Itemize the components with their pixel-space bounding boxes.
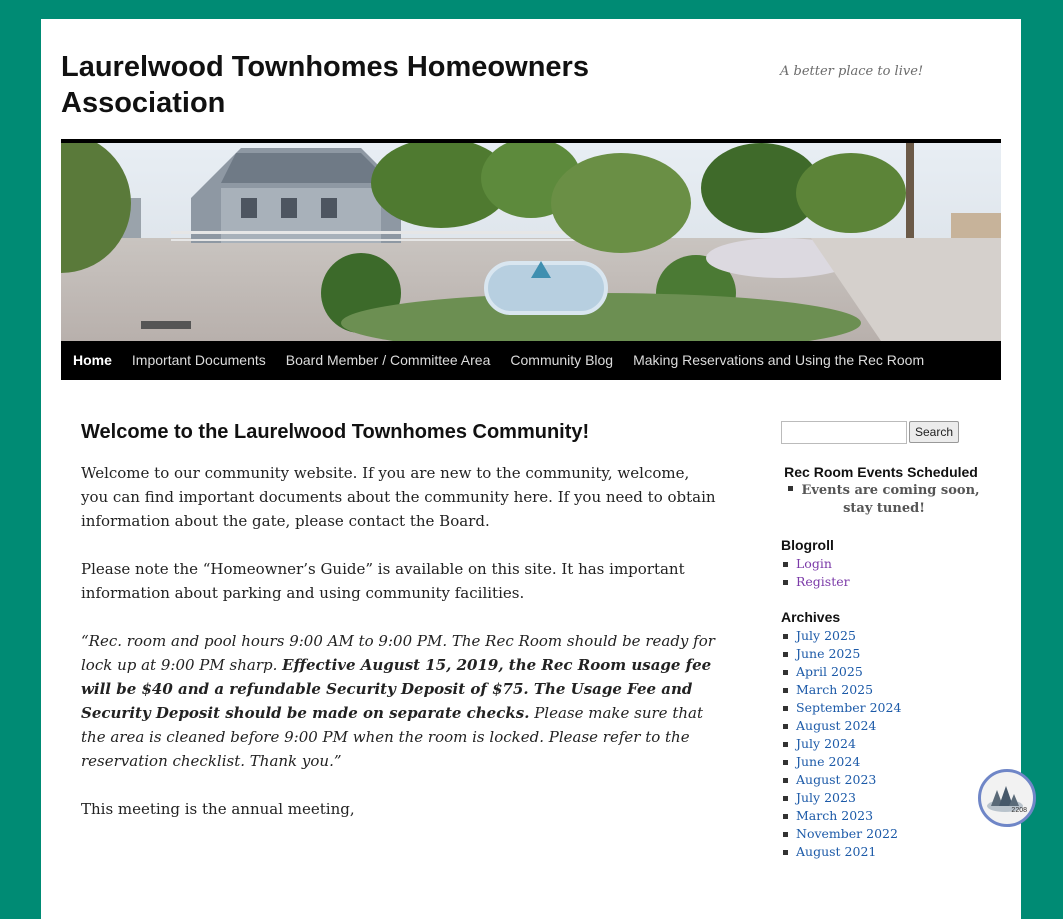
page-title: Welcome to the Laurelwood Townhomes Community! [81, 421, 590, 443]
archive-item [781, 645, 981, 663]
community-logo-icon [981, 772, 1033, 824]
archive-item [781, 627, 981, 645]
archives-widget [781, 609, 981, 861]
archive-item [781, 771, 981, 789]
archive-link[interactable]: April 2025 [796, 664, 863, 679]
blogroll-title: Blogroll [781, 537, 834, 553]
blogroll-widget [781, 537, 981, 591]
sidebar [781, 420, 981, 861]
meeting-paragraph: This meeting is the annual meeting, [81, 800, 355, 818]
rec-room-fee-notice: Effective August 15, 2019, the Rec Room usage fee will be $40 and a refundable Security Deposit of $75. The Usage Fee and Security Deposit should be made on separate checks. [81, 656, 712, 722]
blogroll-item [781, 573, 981, 591]
site-title[interactable]: Laurelwood Townhomes Homeowners Association [61, 51, 589, 119]
page-container [41, 19, 1021, 919]
banner-photo [61, 143, 1001, 341]
rec-room-notice-intro: “Rec. room and pool hours 9:00 AM to 9:00 PM. The Rec Room should be ready for lock up at 9:00 PM sharp. [81, 632, 715, 674]
rec-room-notice [81, 629, 721, 773]
archive-link[interactable]: March 2025 [796, 682, 874, 697]
homeowners-guide-paragraph: Please note the “Homeowner’s Guide” is available on this site. It has important information about parking and using community facilities. [81, 560, 685, 602]
archive-link[interactable]: November 2022 [796, 826, 898, 841]
nav-board-member-area[interactable]: Board Member / Committee Area [285, 352, 491, 368]
blogroll-item [781, 555, 981, 573]
badge-number: 2208 [1011, 807, 1027, 814]
login-link[interactable]: Login [796, 556, 832, 571]
archive-link[interactable]: March 2023 [796, 808, 874, 823]
main-navigation [61, 341, 1001, 380]
archive-link[interactable]: July 2023 [796, 790, 856, 805]
nav-important-documents[interactable]: Important Documents [131, 352, 266, 368]
register-link[interactable]: Register [796, 574, 850, 589]
archive-item [781, 717, 981, 735]
rec-room-events-title: Rec Room Events Scheduled [784, 464, 978, 480]
bullet-icon [788, 486, 793, 491]
archive-link[interactable]: August 2024 [796, 718, 877, 733]
main-content [81, 415, 721, 845]
search-form [781, 420, 981, 444]
archive-link[interactable]: July 2025 [796, 628, 856, 643]
archive-link[interactable]: June 2024 [796, 754, 861, 769]
archive-item [781, 843, 981, 861]
site-tagline: A better place to live! [780, 64, 924, 79]
archive-link[interactable]: September 2024 [796, 700, 902, 715]
archive-item [781, 825, 981, 843]
archive-link[interactable]: July 2024 [796, 736, 856, 751]
nav-home[interactable]: Home [73, 352, 112, 368]
archive-item [781, 699, 981, 717]
archive-item [781, 753, 981, 771]
search-input[interactable] [781, 421, 907, 444]
header-banner-image [61, 139, 1001, 341]
archive-item [781, 789, 981, 807]
archive-link[interactable]: June 2025 [796, 646, 861, 661]
archive-item [781, 681, 981, 699]
archive-item [781, 663, 981, 681]
welcome-paragraph: Welcome to our community website. If you are new to the community, welcome, you can find important documents about the community here. If you need to obtain information about the gate, please contact the Board. [81, 464, 716, 530]
rec-room-event-text: Events are coming soon, stay tuned! [801, 483, 980, 516]
rec-room-notice-outro: Please make sure that the area is cleaned before 9:00 PM when the room is locked. Please refer to the reservation checklist. Thank you.” [81, 704, 703, 770]
search-button[interactable]: Search [909, 421, 959, 443]
rec-room-event-item [781, 482, 981, 518]
rec-room-events-widget [781, 464, 981, 518]
archive-link[interactable]: August 2021 [796, 844, 877, 859]
archive-item [781, 807, 981, 825]
archive-link[interactable]: August 2023 [796, 772, 877, 787]
floating-logo-badge[interactable] [978, 769, 1036, 827]
nav-rec-room-reservations[interactable]: Making Reservations and Using the Rec Room [633, 352, 925, 368]
archive-item [781, 735, 981, 753]
archives-title: Archives [781, 609, 841, 625]
nav-community-blog[interactable]: Community Blog [510, 352, 614, 368]
